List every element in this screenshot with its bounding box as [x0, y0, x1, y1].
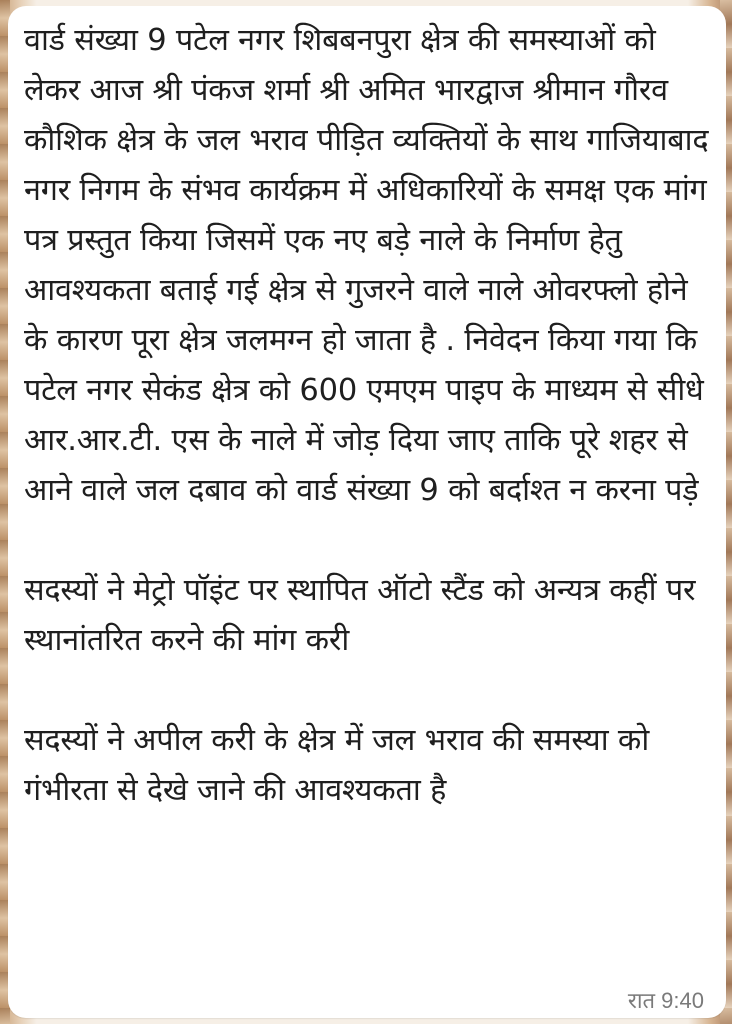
- message-text: [24, 16, 712, 816]
- message-paragraph-1: वार्ड संख्या 9 पटेल नगर शिबबनपुरा क्षेत्र की समस्याओं को लेकर आज श्री पंकज शर्मा श्री अमित भारद्वाज श्रीमान गौरव कौशिक क्षेत्र के जल भराव पीड़ित व्यक्तियों के साथ गाजियाबाद नगर निगम के संभव कार्यक्रम में अधिकारियों के समक्ष एक मांग पत्र प्रस्तुत किया जिसमें एक नए बड़े नाले के निर्माण हेतु आवश्यकता बताई गई क्षेत्र से गुजरने वाले नाले ओवरफ्लो होने के कारण पूरा क्षेत्र जलमग्न हो जाता है . निवेदन किया गया कि पटेल नगर सेकंड क्षेत्र को 600 एमएम पाइप के माध्यम से सीधे आर.आर.टी. एस के नाले में जोड़ दिया जाए ताकि पूरे शहर से आने वाले जल दबाव को वार्ड संख्या 9 को बर्दाश्त न करना पड़े: [24, 23, 709, 508]
- message-paragraph-3: सदस्यों ने अपील करी के क्षेत्र में जल भराव की समस्या को गंभीरता से देखे जाने की आवश्यकता है: [24, 723, 650, 808]
- message-timestamp: रात 9:40: [627, 988, 704, 1013]
- message-paragraph-2: सदस्यों ने मेट्रो पॉइंट पर स्थापित ऑटो स्टैंड को अन्यत्र कहीं पर स्थानांतरित करने की मांग करी: [24, 573, 696, 658]
- message-bubble[interactable]: [8, 6, 726, 1018]
